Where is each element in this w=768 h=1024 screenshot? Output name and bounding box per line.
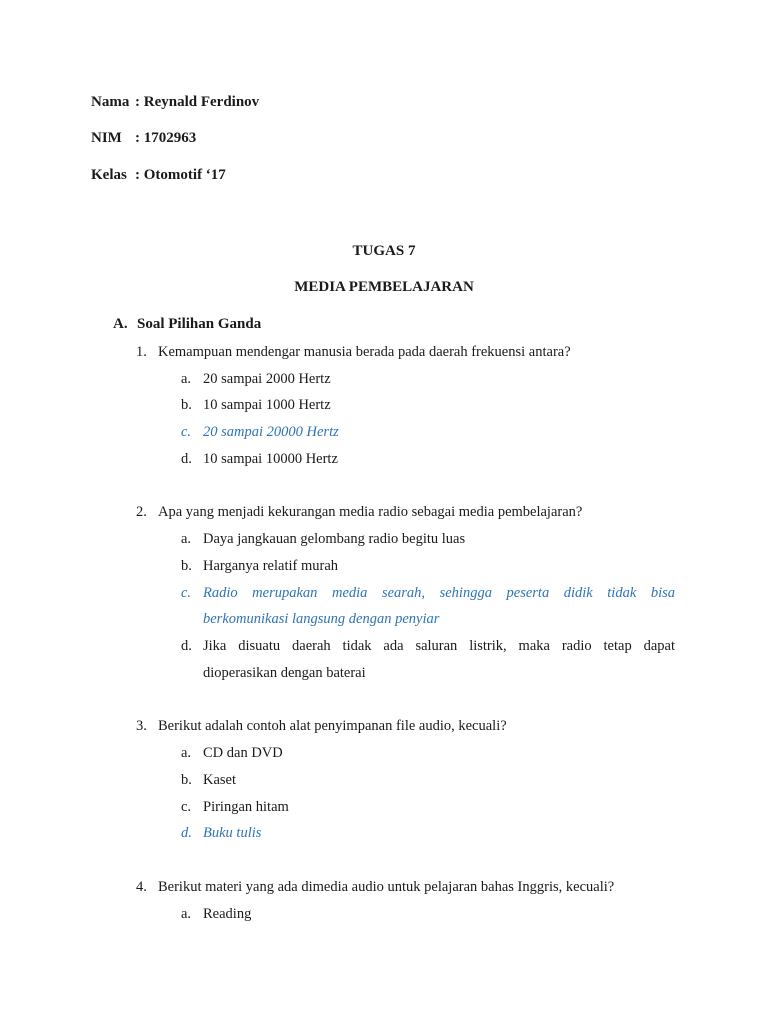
option-text: 10 sampai 10000 Hertz — [203, 451, 338, 467]
nim-value: : 1702963 — [135, 130, 197, 146]
question-number: 1. — [136, 344, 147, 360]
option-text: Harganya relatif murah — [203, 558, 339, 574]
question-number: 3. — [136, 718, 147, 734]
option-letter-answer: d. — [181, 825, 192, 841]
name-value: : Reynald Ferdinov — [135, 94, 260, 110]
section-title: Soal Pilihan Ganda — [137, 316, 262, 332]
option-letter: d. — [181, 451, 192, 467]
option-text-line2: dioperasikan dengan baterai — [203, 665, 366, 681]
section-marker: A. — [113, 316, 128, 332]
option-letter: a. — [181, 371, 192, 387]
option-letter-answer: c. — [181, 424, 192, 440]
question-number: 4. — [136, 879, 147, 895]
option-letter: a. — [181, 531, 192, 547]
class-label: Kelas — [91, 167, 127, 183]
option-text: Daya jangkauan gelombang radio begitu luas — [203, 531, 466, 547]
page-title: TUGAS 7 — [352, 243, 416, 259]
option-text-answer-line1: Radio merupakan media searah, sehingga peserta didik tidak bisa — [203, 585, 675, 601]
option-text-answer-line2: berkomunikasi langsung dengan penyiar — [203, 611, 440, 627]
question-text: Berikut adalah contoh alat penyimpanan file audio, kecuali? — [158, 718, 507, 734]
option-text-answer: Buku tulis — [203, 825, 262, 841]
page-subtitle: MEDIA PEMBELAJARAN — [294, 279, 474, 295]
option-text: Piringan hitam — [203, 799, 289, 815]
option-letter: a. — [181, 906, 192, 922]
option-letter: b. — [181, 397, 192, 413]
option-text: 10 sampai 1000 Hertz — [203, 397, 331, 413]
option-text: CD dan DVD — [203, 745, 283, 761]
option-text: Reading — [203, 906, 252, 922]
option-text-line1: Jika disuatu daerah tidak ada saluran listrik, maka radio tetap dapat — [203, 638, 675, 654]
option-letter: c. — [181, 799, 192, 815]
option-letter: b. — [181, 772, 192, 788]
option-letter: d. — [181, 638, 192, 654]
option-letter-answer: c. — [181, 585, 192, 601]
option-text: Kaset — [203, 772, 237, 788]
option-letter: b. — [181, 558, 192, 574]
class-value: : Otomotif ‘17 — [135, 167, 226, 183]
question-text: Apa yang menjadi kekurangan media radio sebagai media pembelajaran? — [158, 504, 583, 520]
question-text: Kemampuan mendengar manusia berada pada daerah frekuensi antara? — [158, 344, 571, 360]
nim-label: NIM — [91, 130, 122, 146]
option-text-answer: 20 sampai 20000 Hertz — [203, 424, 339, 440]
option-text: 20 sampai 2000 Hertz — [203, 371, 331, 387]
question-text: Berikut materi yang ada dimedia audio untuk pelajaran bahas Inggris, kecuali? — [158, 879, 615, 895]
question-number: 2. — [136, 504, 147, 520]
option-letter: a. — [181, 745, 192, 761]
name-label: Nama — [91, 94, 130, 110]
